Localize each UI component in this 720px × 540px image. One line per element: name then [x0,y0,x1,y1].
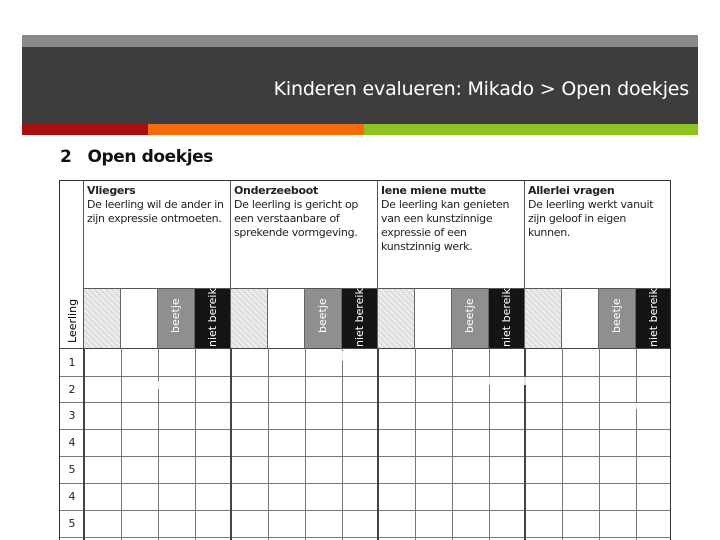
scale-cell-light [84,288,121,348]
row-number: 5 [68,517,76,530]
category-title: Allerlei vragen [528,184,615,197]
scan-artifact [310,351,370,361]
row-divider [60,429,671,430]
scale-cell-white [268,288,305,348]
scale-cell-light [231,288,268,348]
category-text: De leerling is gericht op een verstaanbare of sprekende vormgeving. [234,198,359,239]
row-divider [60,456,671,457]
scale-label-beetje: beetje [169,298,182,333]
column-divider [342,348,343,540]
category-title: Onderzeeboot [234,184,318,197]
category-text: De leerling kan genieten van een kunstzinnige expressie of een kunstzinnig werk. [381,198,510,253]
slide-title: Kinderen evalueren: Mikado > Open doekjes [273,78,689,100]
category-allerlei-vragen [525,181,671,288]
row-divider [60,402,671,403]
column-divider [158,348,159,540]
scale-cell-light [525,288,562,348]
accent-bar-red [22,124,148,135]
row-number: 1 [68,356,76,369]
accent-bar-green [364,124,698,135]
row-divider [60,483,671,484]
row-number: 2 [68,383,76,396]
scan-artifact [480,377,530,385]
section-number: 2 [60,147,72,167]
row-number: 4 [68,436,76,449]
column-divider [599,348,600,540]
row-divider [60,376,671,377]
scale-cell-white [415,288,452,348]
category-text: De leerling wil de ander in zijn expressie ontmoeten. [87,198,224,225]
column-divider [230,348,232,540]
column-divider [415,348,416,540]
row-divider [60,537,671,538]
column-divider [195,348,196,540]
accent-bar-orange [148,124,364,135]
scale-cell-beetje [452,288,489,348]
column-divider [305,348,306,540]
scale-cell-white [562,288,599,348]
scale-cell-niet-bereikt [195,283,231,348]
row-divider [60,510,671,511]
column-divider [377,348,379,540]
evaluation-table [59,180,671,540]
scale-cell-niet-bereikt [489,283,525,348]
row-number: 5 [68,463,76,476]
scale-label-beetje: beetje [316,298,329,333]
scale-cell-light [378,288,415,348]
row-divider [60,348,671,349]
scan-artifact [140,381,180,389]
scale-cell-niet-bereikt [636,283,671,348]
column-divider [268,348,269,540]
top-strip [22,35,698,47]
scale-cell-beetje [599,288,636,348]
column-divider [121,348,122,540]
row-number: 3 [68,409,76,422]
column-divider [562,348,563,540]
leerling-label: Leerling [66,298,79,343]
column-divider [636,348,637,540]
category-title: Iene miene mutte [381,184,486,197]
category-text: De leerling werkt vanuit zijn geloof in eigen kunnen. [528,198,654,239]
section-title: Open doekjes [87,147,213,167]
scale-label-niet-bereikt: niet bereikt [500,283,513,347]
scale-label-beetje: beetje [610,298,623,333]
scale-label-niet-bereikt: niet bereikt [647,283,660,347]
scale-cell-white [121,288,158,348]
scale-label-niet-bereikt: niet bereikt [206,283,219,347]
scale-cell-niet-bereikt [342,283,378,348]
row-number: 4 [68,490,76,503]
scale-cell-beetje [158,288,195,348]
scale-label-niet-bereikt: niet bereikt [353,283,366,347]
category-title: Vliegers [87,184,136,197]
category-onderzeeboot [231,181,378,288]
scale-cell-beetje [305,288,342,348]
slide-header [22,47,698,124]
column-divider [452,348,453,540]
leerling-header [60,181,84,348]
scale-label-beetje: beetje [463,298,476,333]
section-heading [60,147,213,167]
scan-artifact [600,403,640,409]
category-vliegers [84,181,231,288]
category-iene-miene-mutte [378,181,525,288]
